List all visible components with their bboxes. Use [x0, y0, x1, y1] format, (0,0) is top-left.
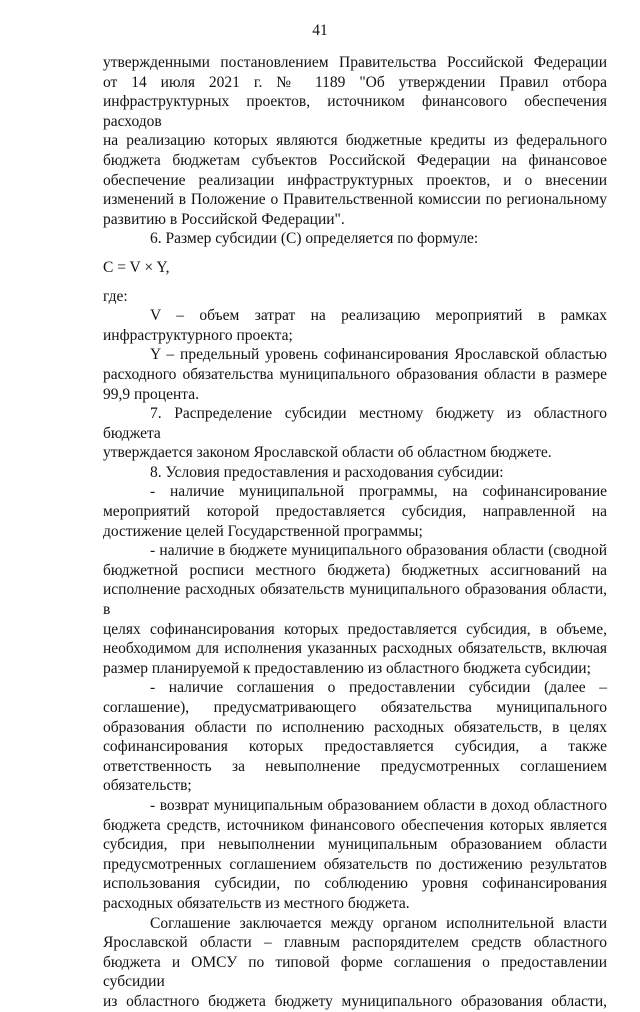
text-line: 7. Распределение субсидии местному бюджету из областного бюджета [103, 405, 607, 442]
text-line: обязательств; [103, 777, 192, 795]
text-line: бюджета средств, источником финансового обеспечения которых является [103, 816, 607, 834]
text-line: ответственность за невыполнение предусмотренных соглашением [103, 757, 607, 775]
text-line: достижение целей Государственной программы; [103, 522, 423, 540]
text-line: утвержденными постановлением Правительства Российской Федерации [103, 54, 607, 71]
text-line: - наличие в бюджете муниципального образования области (сводной [150, 542, 607, 560]
text-line: предусмотренных соглашением обязательств по достижению результатов [103, 855, 607, 873]
text-line: обеспечение реализации инфраструктурных проектов, и о внесении [103, 171, 607, 189]
text-line: необходимом для исполнения указанных расходных обязательств, включая [103, 640, 607, 658]
text-line: - возврат муниципальным образованием области в доход областного [150, 796, 607, 814]
text-line: изменений в Положение о Правительственной комиссии по региональному [103, 191, 607, 209]
text-line: развитию в Российской Федерации". [103, 210, 345, 228]
text-line: - наличие муниципальной программы, на софинансирование [150, 483, 607, 501]
text-line: - наличие соглашения о предоставлении субсидии (далее – [150, 679, 607, 697]
text-line: использования субсидии, по соблюдению уровня софинансирования [103, 875, 607, 893]
text-line: инфраструктурных проектов, источником финансового обеспечения расходов [103, 93, 607, 130]
text-line: мероприятий которой предоставляется субсидия, направленной на [103, 503, 607, 521]
text-line: софинансирования которых предоставляется субсидия, а также [103, 738, 607, 756]
text-line: 99,9 процента. [103, 385, 199, 403]
text-line: V – объем затрат на реализацию мероприятий в рамках [150, 307, 607, 325]
text-line: Соглашение заключается между органом исполнительной власти [150, 914, 607, 932]
text-line: бюджета и ОМСУ по типовой форме соглашения о предоставлении субсидии [103, 953, 607, 991]
text-line: расходного обязательства муниципального образования области в размере [103, 365, 607, 383]
document-body [103, 53, 607, 1012]
text-line: бюджетной росписи местного бюджета) бюджетных ассигнований на [103, 561, 607, 579]
text-line: размер планируемой к предоставлению из областного бюджета субсидии; [103, 659, 591, 677]
text-line: C = V × Y, [103, 258, 170, 276]
text-line: исполнение расходных обязательств муниципального образования области, в [103, 581, 607, 619]
text-line: бюджета бюджетам субъектов Российской Федерации на финансовое [103, 151, 607, 169]
text-line: от 14 июля 2021 г. № 1189 "Об утверждении Правил отбора [103, 73, 607, 91]
text-line: образования области по исполнению расходных обязательств, в целях [103, 718, 607, 736]
text-line: Y – предельный уровень софинансирования Ярославской областью [150, 346, 607, 364]
text-line: утверждается законом Ярославской области об областном бюджете. [103, 444, 552, 462]
text-line: 8. Условия предоставления и расходования субсидии: [150, 463, 504, 481]
text-line: 6. Размер субсидии (С) определяется по формуле: [150, 230, 479, 248]
text-line: соглашение), предусматривающего обязательства муниципального [103, 699, 607, 716]
text-line: где: [103, 287, 128, 305]
text-line: Ярославской области – главным распорядителем средств областного [103, 934, 607, 952]
text-line: расходных обязательств из местного бюджета. [103, 894, 410, 912]
text-line: инфраструктурного проекта; [103, 326, 293, 344]
text-line: субсидия, при невыполнении муниципальным образованием области [103, 836, 607, 854]
text-line: из областного бюджета бюджету муниципального образования области, [103, 992, 607, 1010]
page-number: 41 [312, 22, 328, 39]
text-line: целях софинансирования которых предоставляется субсидия, в объеме, [103, 620, 607, 638]
text-line: на реализацию которых являются бюджетные кредиты из федерального [103, 132, 607, 150]
